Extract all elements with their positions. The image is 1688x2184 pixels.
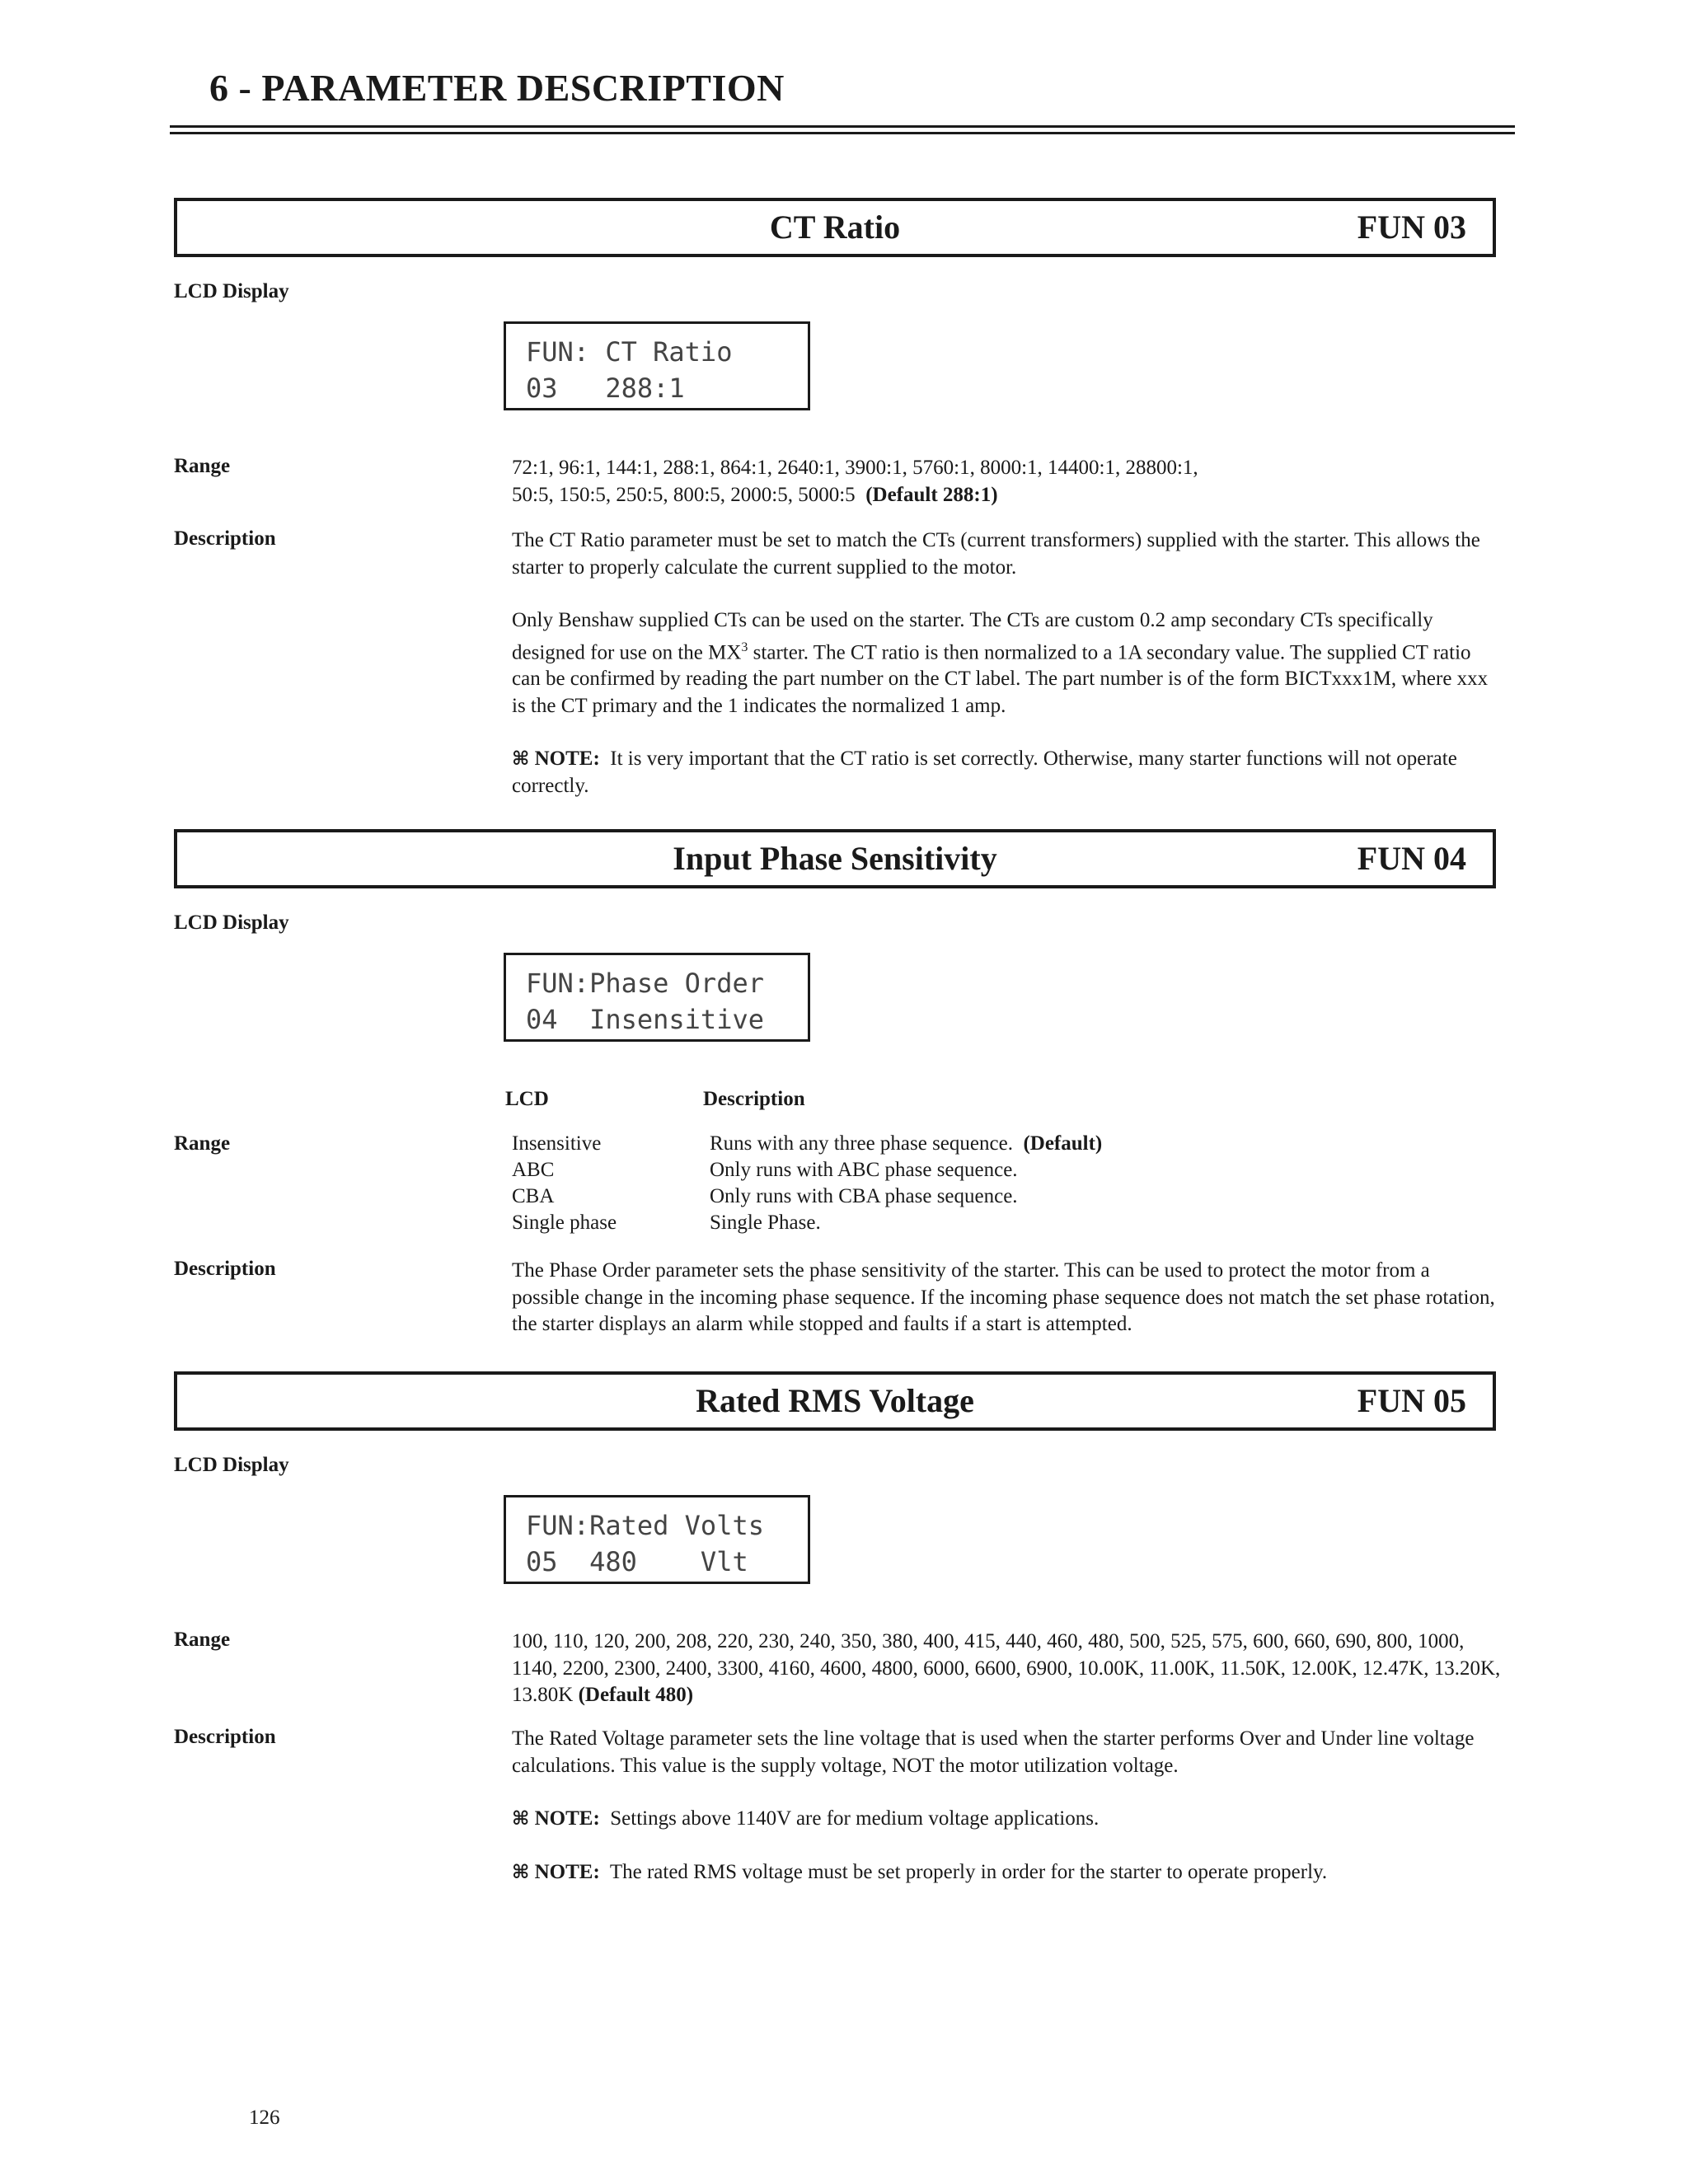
lcd-display [504, 321, 810, 410]
lcd-line-1: FUN:Phase Order [526, 968, 764, 999]
range-text: 100, 110, 120, 200, 208, 220, 230, 240, 350, 380, 400, 415, 440, 460, 480, 500, 525, 575, 600, 660, 690, 800, 1000, 1140, 2200, 2300, 2400, 3300, 4160, 4600, 4800, 6000, 6600, 6900, 10.00K, 11.00K, 11.50K, 12.00K, 12.47K, 13.20K, 13.80K (Default 480) [512, 1630, 1501, 1706]
range-default: (Default 480) [578, 1684, 694, 1706]
note: ⌘ NOTE: The rated RMS voltage must be set properly in order for the starter to operate properly. [512, 1860, 1328, 1883]
description-label: Description [174, 1726, 276, 1748]
lcd-line-1: FUN: CT Ratio [526, 336, 733, 368]
table-row: CBA [512, 1185, 555, 1207]
lcd-display-label: LCD Display [174, 1454, 289, 1476]
lcd-line-1: FUN:Rated Volts [526, 1510, 764, 1541]
note: ⌘ NOTE: It is very important that the CT ratio is set correctly. Otherwise, many starter functions will not operate correctly. [512, 748, 1457, 797]
description-label: Description [174, 527, 276, 550]
description-paragraph: The CT Ratio parameter must be set to match the CTs (current transformers) supplied with the starter. This allows the starter to properly calculate the current supplied to the motor. [512, 529, 1480, 579]
section-code: FUN 05 [1357, 1382, 1466, 1419]
description-paragraph: The Rated Voltage parameter sets the line voltage that is used when the starter performs Over and Under line voltage calculations. This value is the supply voltage, NOT the motor utilization voltage. [512, 1727, 1475, 1777]
table-header-lcd: LCD [505, 1088, 549, 1110]
lcd-line-2: 04 Insensitive [526, 1004, 764, 1035]
table-cell: Single Phase. [710, 1212, 821, 1234]
section-header-input-phase-sensitivity [174, 829, 1496, 888]
description-text [512, 1258, 1501, 1338]
table-row: Single phase [512, 1212, 617, 1234]
range-values [512, 1629, 1501, 1709]
section-title: CT Ratio [769, 209, 901, 246]
section-title: Input Phase Sensitivity [673, 840, 997, 877]
range-label: Range [174, 1629, 231, 1651]
description-text [512, 1726, 1501, 1886]
section-code: FUN 03 [1357, 209, 1466, 246]
section-title: Rated RMS Voltage [696, 1382, 974, 1419]
page-number: 126 [249, 2107, 280, 2129]
range-values [512, 455, 1501, 509]
range-table [512, 1131, 617, 1236]
range-line-2: 50:5, 150:5, 250:5, 800:5, 2000:5, 5000:5 (Default 288:1) [512, 483, 998, 506]
table-row: ABC [512, 1159, 555, 1181]
range-default: (Default 288:1) [865, 483, 998, 506]
lcd-display [504, 953, 810, 1042]
section-code: FUN 04 [1357, 840, 1466, 877]
range-label: Range [174, 1132, 231, 1155]
table-cell: Runs with any three phase sequence. (Default) [710, 1132, 1103, 1155]
table-row: Insensitive [512, 1132, 602, 1155]
range-label: Range [174, 455, 231, 477]
lcd-line-2: 03 288:1 [526, 373, 685, 404]
description-text [512, 527, 1501, 799]
table-cell: Only runs with CBA phase sequence. [710, 1185, 1018, 1207]
section-header-ct-ratio [174, 198, 1496, 257]
description-label: Description [174, 1258, 276, 1280]
section-header-rated-rms-voltage [174, 1371, 1496, 1431]
command-icon: ⌘ [512, 1808, 530, 1830]
description-paragraph: The Phase Order parameter sets the phase sensitivity of the starter. This can be used to protect the motor from a possible change in the incoming phase sequence. If the incoming phase sequence does not match the set phase rotation, the starter displays an alarm while stopped and faults if a start is attempted. [512, 1259, 1495, 1335]
lcd-display-label: LCD Display [174, 280, 289, 302]
range-table-descriptions [710, 1131, 1102, 1236]
note: ⌘ NOTE: Settings above 1140V are for medium voltage applications. [512, 1807, 1100, 1830]
table-cell: Only runs with ABC phase sequence. [710, 1159, 1018, 1181]
table-header-description: Description [703, 1088, 805, 1110]
command-icon: ⌘ [512, 1861, 530, 1883]
command-icon: ⌘ [512, 748, 530, 771]
range-line-1: 72:1, 96:1, 144:1, 288:1, 864:1, 2640:1, 3900:1, 5760:1, 8000:1, 14400:1, 28800:1, [512, 457, 1198, 479]
lcd-display [504, 1495, 810, 1584]
chapter-title: 6 - PARAMETER DESCRIPTION [209, 67, 785, 109]
header-rule-bottom [170, 132, 1515, 134]
header-rule-top [170, 125, 1515, 128]
lcd-display-label: LCD Display [174, 912, 289, 934]
lcd-line-2: 05 480 Vlt [526, 1546, 748, 1577]
description-paragraph: Only Benshaw supplied CTs can be used on the starter. The CTs are custom 0.2 amp secondary CTs specifically designed for use on the $MX^3$ starter. The CT ratio is then normalized to a 1A secondary value. The supplied CT ratio can be confirmed by reading the part number on the CT label. The part number is of the form BICTxxx1M, where xxx is the CT primary and the 1 indicates the normalized 1 amp. [512, 609, 1489, 717]
